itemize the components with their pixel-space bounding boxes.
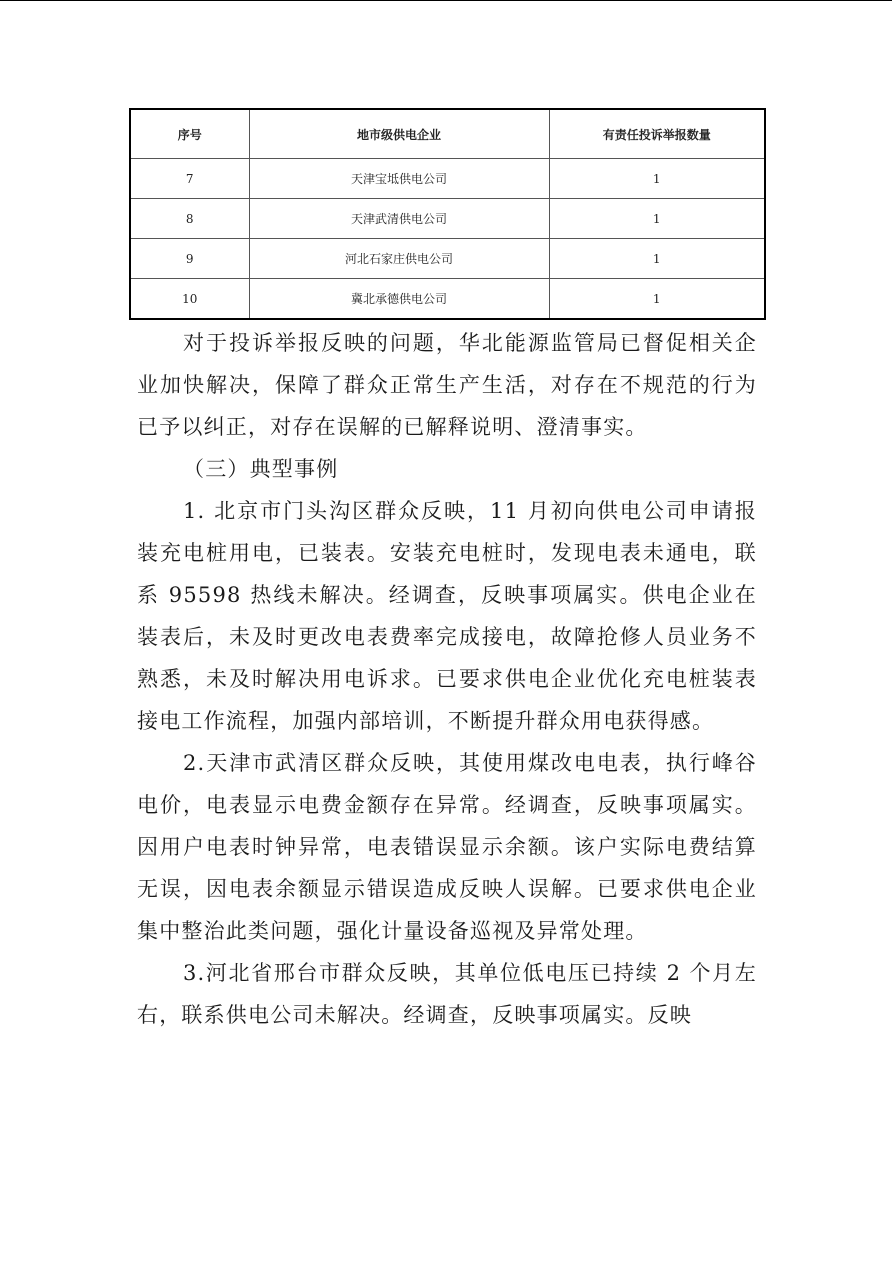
table-row [130,239,765,279]
cell-company: 冀北承德供电公司 [249,279,549,320]
cell-index: 7 [130,159,249,199]
complaints-table [129,108,766,320]
cell-index: 8 [130,199,249,239]
table-row [130,159,765,199]
header-complaint-count: 有责任投诉举报数量 [549,109,765,159]
cell-count: 1 [549,279,765,320]
cell-index: 10 [130,279,249,320]
header-index: 序号 [130,109,249,159]
cell-count: 1 [549,159,765,199]
summary-paragraph: 对于投诉举报反映的问题，华北能源监管局已督促相关企业加快解决，保障了群众正常生产生活，对存在不规范的行为已予以纠正，对存在误解的已解释说明、澄清事实。 [137,331,757,439]
document-body [137,322,757,1036]
cell-company: 天津武清供电公司 [249,199,549,239]
page-top-border [0,0,892,1]
table-header-row [130,109,765,159]
table-row [130,279,765,320]
case-paragraph-1: 1. 北京市门头沟区群众反映，11 月初向供电公司申请报装充电桩用电，已装表。安装充电桩时，发现电表未通电，联系 95598 热线未解决。经调查，反映事项属实。供电企业在装表后，未及时更改电表费率完成接电，故障抢修人员业务不熟悉，未及时解决用电诉求。已要求供电企业优化充电桩装表接电工作流程，加强内部培训，不断提升群众用电获得感。 [137,499,757,733]
case-paragraph-3: 3.河北省邢台市群众反映，其单位低电压已持续 2 个月左右，联系供电公司未解决。经调查，反映事项属实。反映 [137,961,757,1027]
cell-company: 天津宝坻供电公司 [249,159,549,199]
cell-count: 1 [549,199,765,239]
case-paragraph-2: 2.天津市武清区群众反映，其使用煤改电电表，执行峰谷电价，电表显示电费金额存在异常。经调查，反映事项属实。因用户电表时钟异常，电表错误显示余额。该户实际电费结算无误，因电表余额显示错误造成反映人误解。已要求供电企业集中整治此类问题，强化计量设备巡视及异常处理。 [137,751,757,943]
table-row [130,199,765,239]
cell-count: 1 [549,239,765,279]
cell-company: 河北石家庄供电公司 [249,239,549,279]
section-heading: （三）典型事例 [183,457,339,481]
header-company: 地市级供电企业 [249,109,549,159]
cell-index: 9 [130,239,249,279]
